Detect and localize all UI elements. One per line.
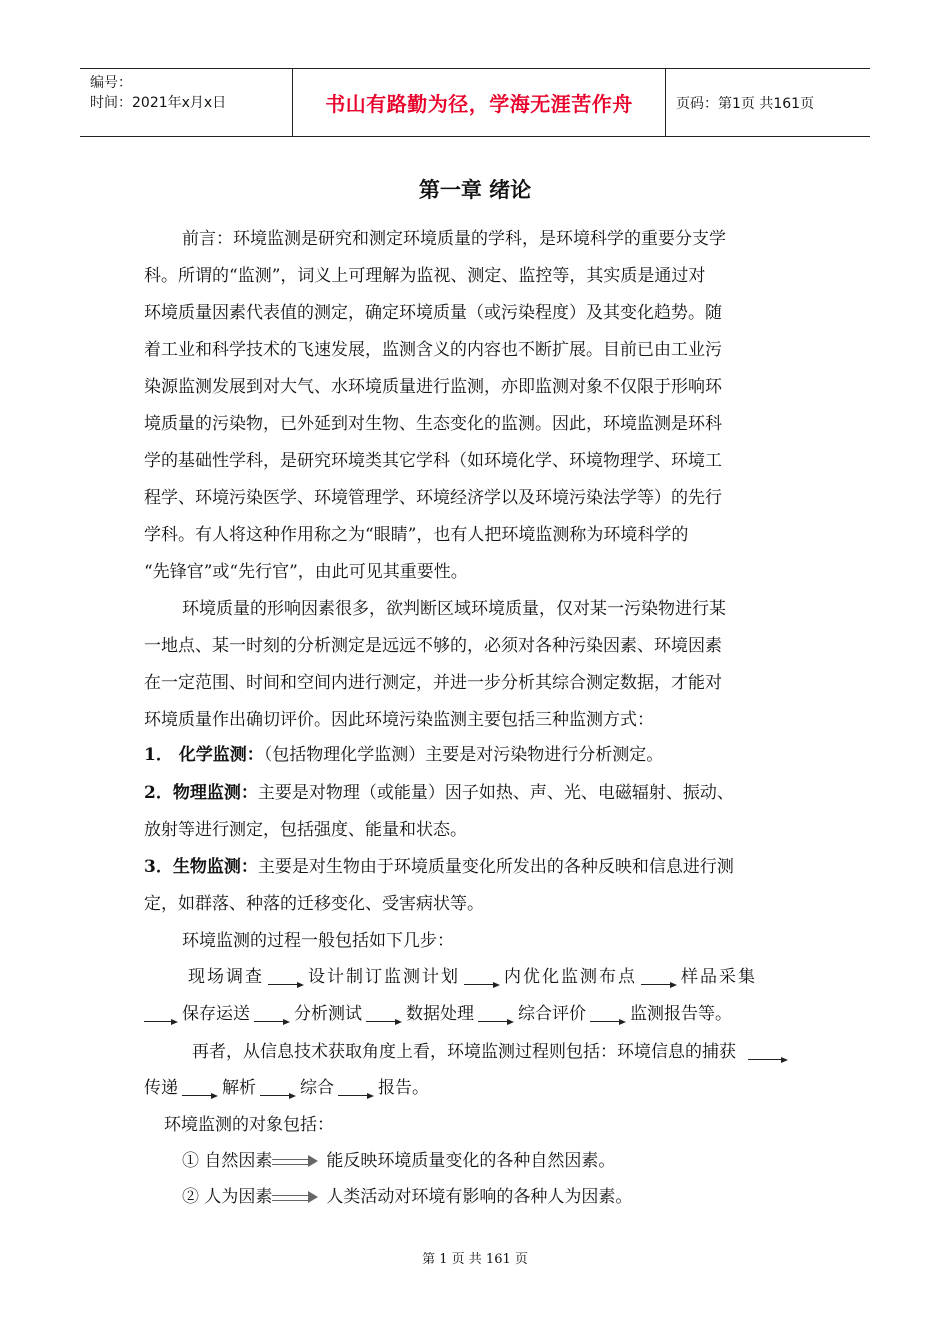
date-label: 时间：2021年x月x日 — [90, 95, 227, 111]
method-chemical-label: 1． 化学监测： — [144, 745, 264, 765]
arrow-icon — [268, 974, 304, 988]
para1-line: 着工业和科学技术的飞速发展，监测含义的内容也不断扩展。目前已由工业污 — [144, 340, 722, 360]
arrow-icon — [260, 1085, 296, 1099]
method-physical — [144, 782, 734, 804]
objects-intro: 环境监测的对象包括： — [164, 1115, 334, 1135]
arrow-icon — [254, 1011, 290, 1025]
header-motto: 书山有路勤为径，学海无涯苦作舟 — [292, 69, 666, 136]
para2-line: 环境质量作出确切评价。因此环境污染监测主要包括三种监测方式： — [144, 710, 654, 730]
header-page-info: 页码：第1页 共161页 — [676, 95, 815, 112]
para1-line: “先锋官”或“先行官”，由此可见其重要性。 — [144, 562, 468, 582]
arrow-icon — [144, 1011, 178, 1025]
info-step: 解析 — [222, 1078, 256, 1098]
para1-line: 学科。有人将这种作用称之为“眼睛”，也有人把环境监测称为环境科学的 — [144, 525, 689, 545]
method-physical-cont: 放射等进行测定，包括强度、能量和状态。 — [144, 820, 467, 840]
process-steps-row2 — [144, 1003, 732, 1025]
para1-line: 染源监测发展到对大气、水环境质量进行监测，亦即监测对象不仅限于形响环 — [144, 377, 722, 397]
process-step: 设计制订监测计划 — [308, 967, 460, 987]
page-footer: 第 1 页 共 161 页 — [422, 1252, 528, 1267]
process-step: 分析测试 — [294, 1004, 362, 1024]
method-physical-text: 主要是对物理（或能量）因子如热、声、光、电磁辐射、振动、 — [257, 783, 734, 803]
method-chemical-text: （包括物理化学监测）主要是对污染物进行分析测定。 — [263, 745, 664, 765]
arrow-icon — [366, 1011, 402, 1025]
arrow-icon — [464, 974, 500, 988]
method-biological-cont: 定，如群落、种落的迁移变化、受害病状等。 — [144, 894, 484, 914]
chapter-title: 第一章 绪论 — [418, 178, 532, 202]
para1-line: 程学、环境污染医学、环境管理学、环境经济学以及环境污染法学等）的先行 — [144, 488, 722, 508]
para2-line: 一地点、某一时刻的分析测定是远远不够的，必须对各种污染因素、环境因素 — [144, 636, 722, 656]
info-steps — [144, 1077, 429, 1099]
para1-line: 科。所谓的“监测”，词义上可理解为监视、测定、监控等，其实质是通过对 — [144, 266, 706, 286]
method-biological-text: 主要是对生物由于环境质量变化所发出的各种反映和信息进行测 — [257, 857, 734, 877]
arrow-icon — [641, 974, 677, 988]
info-step: 报告。 — [378, 1078, 429, 1098]
process-step: 综合评价 — [518, 1004, 586, 1024]
para1-line: 环境质量因素代表值的测定，确定环境质量（或污染程度）及其变化趋势。随 — [144, 303, 722, 323]
para1-line: 前言：环境监测是研究和测定环境质量的学科，是环境科学的重要分支学 — [182, 229, 726, 249]
page-header — [80, 68, 870, 137]
process-intro: 环境监测的过程一般包括如下几步： — [182, 931, 454, 951]
hollow-arrow-icon — [272, 1156, 318, 1168]
method-biological-label: 3．生物监测： — [144, 857, 258, 877]
object-human-label: ② 人为因素 — [182, 1187, 273, 1207]
info-intro: 再者，从信息技术获取角度上看，环境监测过程则包括：环境信息的捕获 — [192, 1042, 736, 1062]
process-step: 监测报告等。 — [630, 1004, 732, 1024]
number-label: 编号： — [90, 75, 132, 91]
object-human-text: 人类活动对环境有影响的各种人为因素。 — [326, 1187, 633, 1207]
arrow-icon — [748, 1049, 788, 1063]
arrow-icon — [338, 1085, 374, 1099]
para1-line: 学的基础性学科，是研究环境类其它学科（如环境化学、环境物理学、环境工 — [144, 451, 722, 471]
process-step: 内优化监测布点 — [504, 967, 637, 987]
object-natural-label: ① 自然因素 — [182, 1151, 273, 1171]
para2-line: 环境质量的形响因素很多，欲判断区域环境质量，仅对某一污染物进行某 — [182, 599, 726, 619]
arrow-icon — [478, 1011, 514, 1025]
info-step: 综合 — [300, 1078, 334, 1098]
object-natural-text: 能反映环境质量变化的各种自然因素。 — [326, 1151, 616, 1171]
arrow-icon — [182, 1085, 218, 1099]
para2-line: 在一定范围、时间和空间内进行测定，并进一步分析其综合测定数据，才能对 — [144, 673, 722, 693]
process-step: 样品采集 — [681, 967, 757, 987]
object-natural — [182, 1150, 615, 1172]
info-step: 传递 — [144, 1078, 178, 1098]
hollow-arrow-icon — [272, 1192, 318, 1204]
process-step: 数据处理 — [406, 1004, 474, 1024]
process-step: 现场调查 — [188, 967, 264, 987]
process-step: 保存运送 — [182, 1004, 250, 1024]
object-human — [182, 1186, 632, 1208]
header-meta — [80, 69, 292, 136]
info-intro-line — [192, 1041, 792, 1063]
method-physical-label: 2．物理监测： — [144, 783, 258, 803]
method-chemical — [144, 744, 663, 766]
para1-line: 境质量的污染物，已外延到对生物、生态变化的监测。因此，环境监测是环科 — [144, 414, 722, 434]
arrow-icon — [590, 1011, 626, 1025]
method-biological — [144, 856, 734, 878]
process-steps-row1 — [188, 966, 757, 988]
